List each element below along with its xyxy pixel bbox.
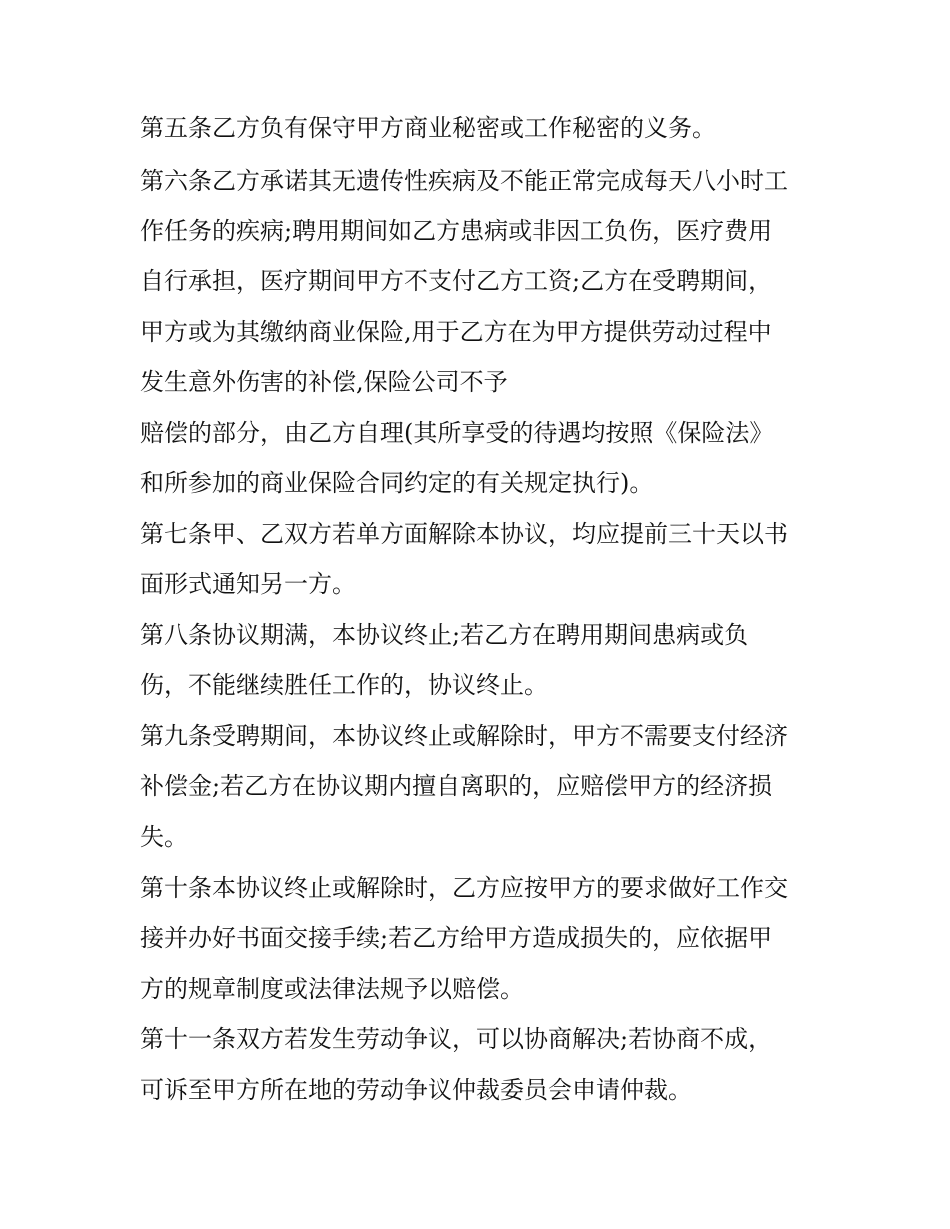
text-line: 第十一条双方若发生劳动争议，可以协商解决;若协商不成，: [140, 1025, 773, 1053]
text-line: 第六条乙方承诺其无遗传性疾病及不能正常完成每天八小时工: [140, 167, 788, 195]
text-line: 伤，不能继续胜任工作的，协议终止。: [140, 671, 548, 699]
text-line: 第七条甲、乙双方若单方面解除本协议，均应提前三十天以书: [140, 520, 788, 548]
text-line: 作任务的疾病;聘用期间如乙方患病或非因工负伤，医疗费用: [140, 217, 773, 245]
text-line: 补偿金;若乙方在协议期内擅自离职的，应赔偿甲方的经济损: [140, 772, 773, 800]
text-line: 和所参加的商业保险合同约定的有关规定执行)。: [140, 469, 654, 497]
text-line: 方的规章制度或法律法规予以赔偿。: [140, 975, 524, 1003]
text-line: 接并办好书面交接手续;若乙方给甲方造成损失的，应依据甲: [140, 924, 773, 952]
text-line: 面形式通知另一方。: [140, 570, 356, 598]
text-line: 第八条协议期满，本协议终止;若乙方在聘用期间患病或负: [140, 621, 749, 649]
text-line: 第五条乙方负有保守甲方商业秘密或工作秘密的义务。: [140, 114, 716, 142]
text-line: 甲方或为其缴纳商业保险,用于乙方在为甲方提供劳动过程中: [140, 318, 772, 346]
text-line: 可诉至甲方所在地的劳动争议仲裁委员会申请仲裁。: [140, 1076, 692, 1104]
text-line: 赔偿的部分，由乙方自理(其所享受的待遇均按照《保险法》: [140, 419, 774, 447]
text-line: 自行承担，医疗期间甲方不支付乙方工资;乙方在受聘期间，: [140, 267, 773, 295]
text-line: 第十条本协议终止或解除时，乙方应按甲方的要求做好工作交: [140, 874, 788, 902]
text-line: 发生意外伤害的补偿,保险公司不予: [140, 368, 508, 396]
text-line: 第九条受聘期间，本协议终止或解除时，甲方不需要支付经济: [140, 722, 788, 750]
text-line: 失。: [140, 823, 188, 851]
